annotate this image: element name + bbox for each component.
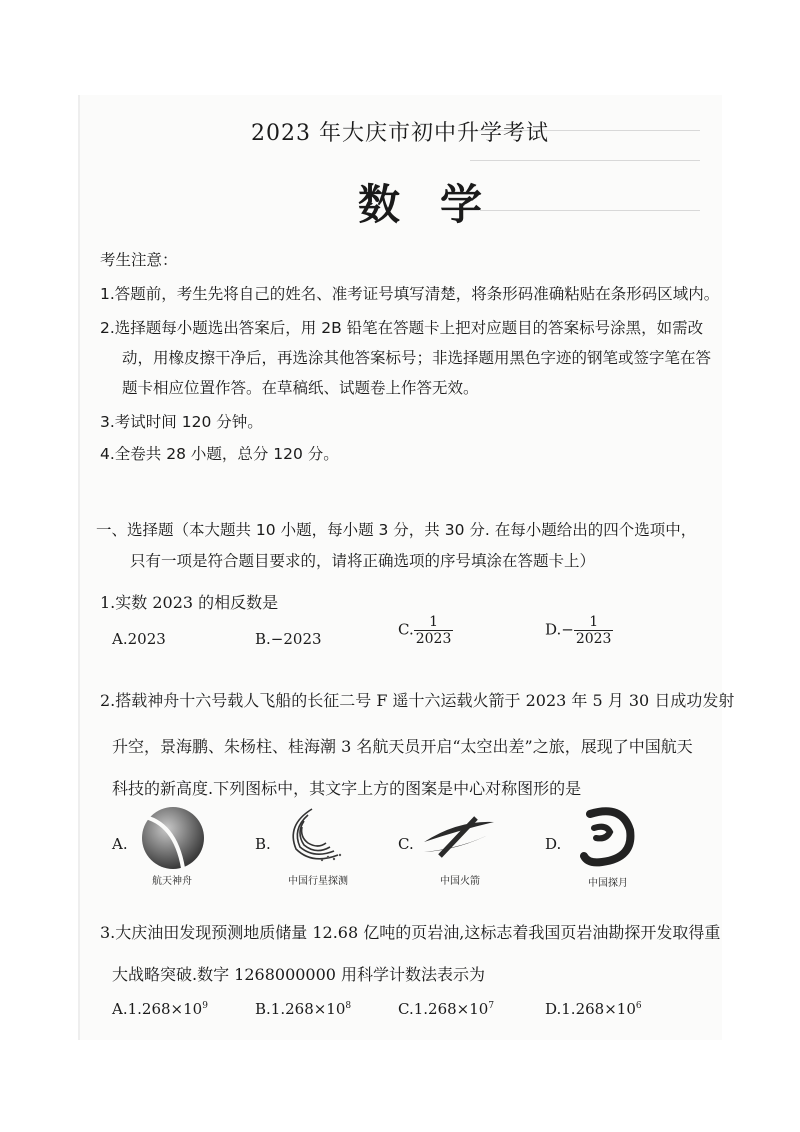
- notice-item: 3.考试时间 120 分钟。: [100, 413, 263, 431]
- planet-exploration-logo-icon: [282, 805, 354, 867]
- question-2-line: 科技的新高度.下列图标中，其文字上方的图案是中心对称图形的是: [112, 779, 582, 798]
- section-heading-cont: 只有一项是符合题目要求的，请将正确选项的序号填涂在答题卡上）: [130, 552, 596, 570]
- numerator: 1: [414, 614, 454, 631]
- exam-title: 2023 年大庆市初中升学考试: [251, 121, 549, 146]
- option-base: D.1.268×10: [545, 1000, 636, 1018]
- q3-option-a: [112, 1000, 208, 1018]
- rocket-logo-icon: [420, 812, 498, 862]
- denominator: 2023: [575, 631, 612, 648]
- q2-option-c-label: C.: [398, 835, 414, 853]
- q2-option-d-caption: 中国探月: [588, 878, 628, 889]
- question-1-stem: 1.实数 2023 的相反数是: [100, 593, 279, 612]
- numerator: 1: [574, 614, 614, 631]
- q1-option-a: A.2023: [112, 630, 166, 648]
- option-base: A.1.268×10: [112, 1000, 203, 1018]
- question-2-line: 升空，景海鹏、朱杨柱、桂海潮 3 名航天员开启“太空出差”之旅，展现了中国航天: [112, 737, 693, 756]
- denominator: 2023: [415, 631, 452, 648]
- shenzhou-logo-icon: [135, 800, 207, 872]
- notice-title: 考生注意：: [100, 251, 178, 269]
- subject-title: 数学: [357, 180, 522, 229]
- exponent: 8: [345, 1001, 352, 1011]
- q1-option-b: B.−2023: [255, 630, 322, 648]
- q3-option-d: [545, 1000, 642, 1018]
- q2-option-b-label: B.: [255, 835, 271, 853]
- notice-item: 题卡相应位置作答。在草稿纸、试题卷上作答无效。: [122, 379, 479, 397]
- q2-option-a-caption: 航天神舟: [152, 876, 192, 887]
- lunar-exploration-logo-icon: [572, 802, 642, 872]
- question-3-line: 3.大庆油田发现预测地质储量 12.68 亿吨的页岩油,这标志着我国页岩油勘探开发取得重: [100, 923, 721, 942]
- exponent: 7: [488, 1001, 495, 1011]
- q3-option-c: [398, 1000, 494, 1018]
- option-label: C.: [398, 620, 414, 639]
- q2-option-d-label: D.: [545, 835, 562, 853]
- fraction: [574, 614, 614, 647]
- option-base: B.1.268×10: [255, 1000, 346, 1018]
- option-base: C.1.268×10: [398, 1000, 489, 1018]
- q1-option-d: [545, 614, 613, 647]
- option-label: D.−: [545, 620, 574, 639]
- q2-option-a-label: A.: [112, 835, 128, 853]
- q2-option-c-caption: 中国火箭: [440, 876, 480, 887]
- section-heading: 一、选择题（本大题共 10 小题，每小题 3 分，共 30 分. 在每小题给出的四个选项中，: [96, 521, 697, 539]
- show-through-line: [470, 160, 700, 161]
- question-2-line: 2.搭载神舟十六号载人飞船的长征二号 F 遥十六运载火箭于 2023 年 5 月 30 日成功发射: [100, 691, 735, 710]
- notice-item: 2.选择题每小题选出答案后，用 2B 铅笔在答题卡上把对应题目的答案标号涂黑，如需改: [100, 319, 704, 337]
- notice-item: 动，用橡皮擦干净后，再选涂其他答案标号；非选择题用黑色字迹的钢笔或签字笔在答: [122, 349, 712, 367]
- q1-option-c: [398, 614, 453, 647]
- exponent: 6: [635, 1001, 642, 1011]
- q2-option-b-caption: 中国行星探测: [288, 876, 348, 887]
- question-3-line: 大战略突破.数字 1268000000 用科学计数法表示为: [112, 965, 486, 984]
- exponent: 9: [202, 1001, 208, 1011]
- fraction: [414, 614, 454, 647]
- notice-item: 4.全卷共 28 小题，总分 120 分。: [100, 445, 339, 463]
- q3-option-b: [255, 1000, 351, 1018]
- notice-item: 1.答题前，考生先将自己的姓名、准考证号填写清楚，将条形码准确粘贴在条形码区域内。: [100, 285, 720, 303]
